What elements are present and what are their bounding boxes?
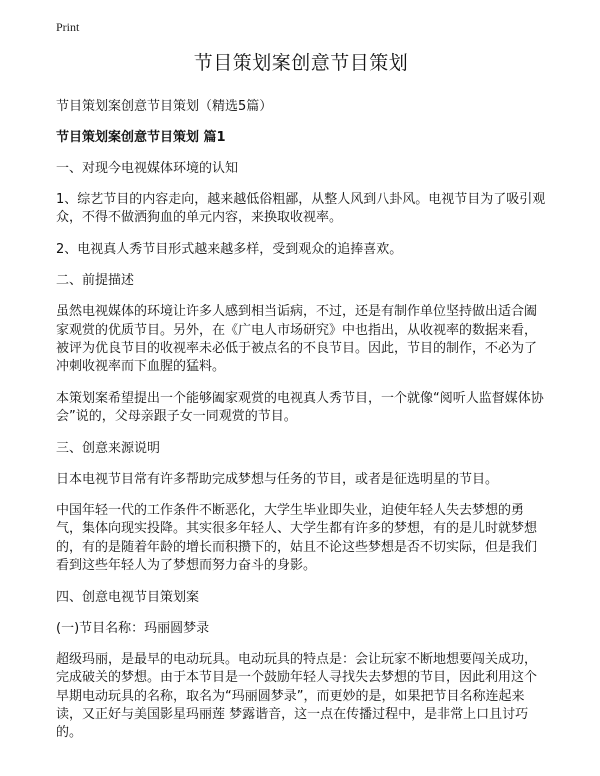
document-subtitle: 节目策划案创意节目策划（精选5篇） [56, 99, 273, 114]
print-link[interactable]: Print [56, 20, 80, 34]
paragraph-young-generation: 中国年轻一代的工作条件不断恶化，大学生毕业即失业，迫使年轻人失去梦想的勇气，集体向现实投降。其实很多年轻人、大学生都有许多的梦想，有的是儿时就梦想的，有的是随着年龄的增长而积攒下的，姑且不论这些梦想是否不切实际，但是我们看到这些年轻人为了梦想而努力奋斗的身影。 [56, 503, 538, 574]
heading-program-plan: 四、创意电视节目策划案 [56, 589, 200, 605]
paragraph-proposal: 本策划案希望提出一个能够阖家观赏的电视真人秀节目，一个就像“阅听人监督媒体协会”说的，父母亲跟子女一同观赏的节目。 [56, 390, 544, 425]
section-heading: 节目策划案创意节目策划 篇1 [56, 130, 226, 145]
paragraph-super-mario: 超级玛丽，是最早的电动玩具。电动玩具的特点是：会让玩家不断地想要闯关成功，完成破关的梦想。由于本节目是一个鼓励年轻人寻找失去梦想的节目，因此利用这个早期电动玩具的名称，取名为“玛丽圆梦录”，而更妙的是，如果把节目名称连起来读，又正好与美国影星玛丽莲 梦露谐音，这一点在传播过程中，是非常上口且讨巧的。 [56, 651, 538, 741]
paragraph-reality-show: 2、电视真人秀节目形式越来越多样，受到观众的追捧喜欢。 [56, 241, 403, 257]
heading-environment: 一、对现今电视媒体环境的认知 [56, 161, 239, 176]
heading-idea-source: 三、创意来源说明 [56, 440, 161, 456]
paragraph-variety-trend: 1、综艺节目的内容走向，越来越低俗粗鄙，从整人风到八卦风。电视节目为了吸引观众，不得不做洒狗血的单元内容，来换取收视率。 [56, 192, 546, 226]
heading-program-name: (一)节目名称：玛丽圆梦录 [56, 620, 210, 636]
heading-premise: 二、前提描述 [56, 273, 135, 289]
paragraph-japan-shows: 日本电视节目常有许多帮助完成梦想与任务的节目，或者是征选明星的节目。 [56, 471, 499, 487]
paragraph-premise: 虽然电视媒体的环境让许多人感到相当诟病，不过，还是有制作单位坚持做出适合阖家观赏的优质节目。另外，在《广电人市场研究》中也指出，从收视率的数据来看，被评为优良节目的收视率未必低于被点名的不良节目。因此，节目的制作，不必为了冲刺收视率而下血腥的猛料。 [56, 304, 538, 375]
document-page [56, 50, 546, 743]
document-title: 节目策划案创意节目策划 [193, 52, 409, 74]
